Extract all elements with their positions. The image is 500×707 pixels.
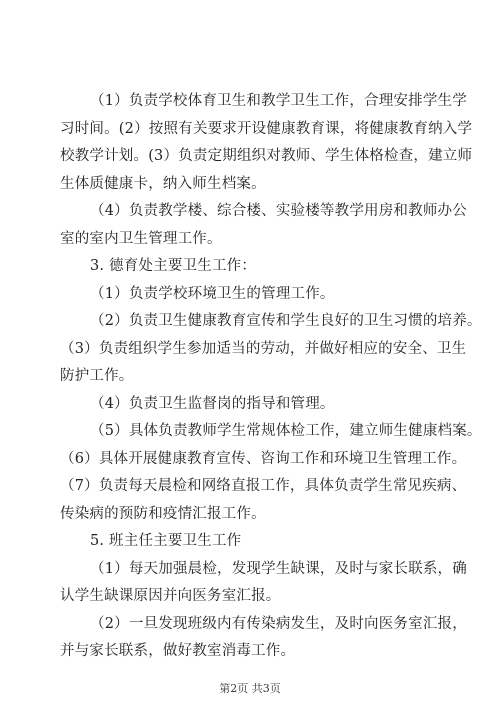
paragraph-line: （7）负责每天晨检和网络直报工作，具体负责学生常见疾病、 [60,478,467,494]
paragraph-line: 校教学计划。(3）负责定期组织对教师、学生体格检查，建立师 [60,148,473,164]
section-heading: 3. 德育处主要卫生工作： [90,258,257,274]
paragraph-line: 习时间。(2）按照有关要求开设健康教育课，将健康教育纳入学 [60,120,473,137]
paragraph-line: （4）负责教学楼、综合楼、实验楼等教学用房和教师办公 [90,203,467,219]
paragraph-line: （2）一旦发现班级内有传染病发生，及时向医务室汇报， [90,615,467,632]
paragraph-line: （2）负责卫生健康教育宣传和学生良好的卫生习惯的培养。 [90,313,482,329]
paragraph-line: 认学生缺课原因并向医务室汇报。 [60,588,281,604]
page-number-footer: 第2页 共3页 [219,682,281,695]
paragraph-line: 防护工作。 [60,368,134,384]
paragraph-line: （1）每天加强晨检，发现学生缺课，及时与家长联系，确 [90,560,467,577]
paragraph-line: 传染病的预防和疫情汇报工作。 [60,505,266,522]
paragraph-line: （5）具体负责教师学生常规体检工作，建立师生健康档案。 [90,423,482,439]
paragraph-line: （6）具体开展健康教育宣传、咨询工作和环境卫生管理工作。 [60,450,467,467]
paragraph-line: （1）负责学校环境卫生的管理工作。 [90,285,335,302]
paragraph-line: （3）负责组织学生参加适当的劳动，并做好相应的安全、卫生 [60,340,467,357]
paragraph-line: （1）负责学校体育卫生和教学卫生工作，合理安排学生学 [90,93,467,109]
paragraph-line: 室的室内卫生管理工作。 [60,230,222,247]
section-heading: 5. 班主任主要卫生工作 [90,533,242,549]
paragraph-line: 并与家长联系，做好教室消毒工作。 [60,643,296,659]
paragraph-line: 生体质健康卡，纳入师生档案。 [60,175,266,192]
paragraph-line: （4）负责卫生监督岗的指导和管理。 [90,395,335,412]
